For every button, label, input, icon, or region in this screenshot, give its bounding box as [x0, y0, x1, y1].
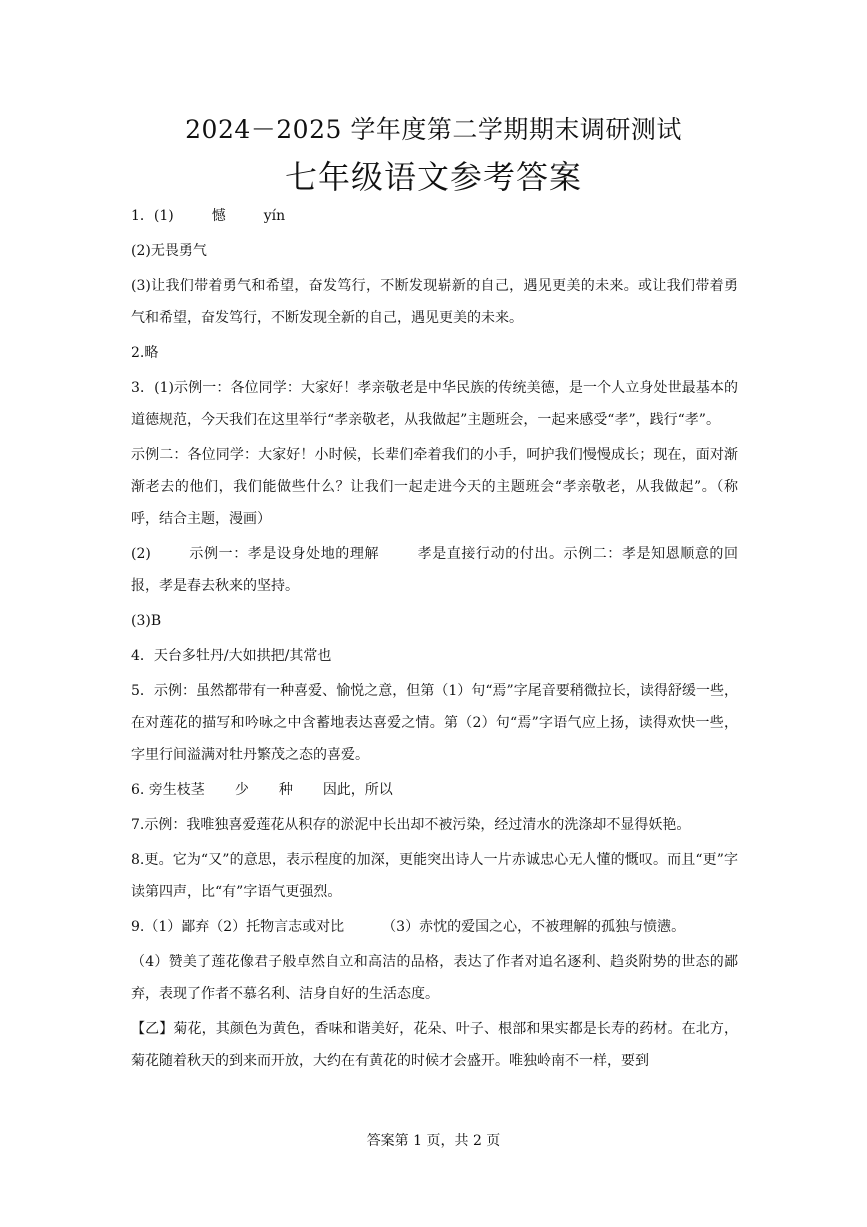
q9-part2: （4）赞美了莲花像君子般卓然自立和高洁的品格，表达了作者对追名逐利、趋炎附势的世态的鄙弃，表现了作者不慕名利、洁身自好的生活态度。 — [131, 954, 738, 1002]
q2: 2.略 — [131, 345, 159, 361]
q7: 7.示例：我唯独喜爱莲花从积存的淤泥中长出却不被污染，经过清水的洗涤却不显得妖艳。 — [131, 817, 691, 833]
q4: 4．天台多牡丹/大如拱把/其常也 — [131, 648, 332, 664]
page-footer: 答案第 1 页，共 2 页 — [366, 1133, 501, 1149]
answer-body — [131, 200, 738, 1080]
q3-part1: 3．(1)示例一：各位同学：大家好！孝亲敬老是中华民族的传统美德，是一个人立身处世最基本的道德规范，今天我们在这里举行“孝亲敬老，从我做起”主题班会，一起来感受“孝”，践行“孝”。 — [131, 380, 738, 428]
q9-part1: 9.（1）鄙弃（2）托物言志或对比 （3）赤忱的爱国之心，不被理解的孤独与愤懑。 — [131, 919, 686, 935]
answer-key-title: 七年级语文参考答案 — [284, 158, 582, 196]
q5: 5．示例：虽然都带有一种喜爱、愉悦之意，但第（1）句“焉”字尾音要稍微拉长，读得舒缓一些，在对莲花的描写和吟咏之中含蓄地表达喜爱之情。第（2）句“焉”字语气应上扬，读得欢快一些，字里行间溢满对牡丹繁茂之态的喜爱。 — [131, 683, 738, 763]
q1-part2: (2)无畏勇气 — [131, 243, 207, 259]
q8: 8.更。它为“又”的意思，表示程度的加深，更能突出诗人一片赤诚忠心无人懂的慨叹。而且“更”字读第四声，比“有”字语气更强烈。 — [131, 852, 738, 900]
q3-part1-example2: 示例二：各位同学：大家好！小时候，长辈们牵着我们的小手，呵护我们慢慢成长；现在，面对渐渐老去的他们，我们能做些什么？让我们一起走进今天的主题班会“孝亲敬老，从我做起”。（称呼，结合主题，漫画） — [131, 447, 738, 527]
exam-title: 2024－2025 学年度第二学期期末调研测试 — [185, 115, 682, 144]
q1-part3: (3)让我们带着勇气和希望，奋发笃行，不断发现崭新的自己，遇见更美的未来。或让我们带着勇气和希望，奋发笃行，不断发现全新的自己，遇见更美的未来。 — [131, 278, 738, 326]
q10-translation: 【乙】菊花，其颜色为黄色，香味和谐美好，花朵、叶子、根部和果实都是长寿的药材。在北方，菊花随着秋天的到来而开放，大约在有黄花的时候才会盛开。唯独岭南不一样，要到 — [131, 1021, 738, 1069]
q3-part2: (2) 示例一：孝是设身处地的理解 孝是直接行动的付出。示例二：孝是知恩顺意的回报，孝是春去秋来的坚持。 — [131, 546, 739, 594]
q6: 6. 旁生枝茎 少 种 因此，所以 — [131, 782, 393, 798]
q1-part1: 1．(1) 憾 yín — [131, 208, 286, 224]
q3-part3: (3)B — [131, 613, 162, 629]
